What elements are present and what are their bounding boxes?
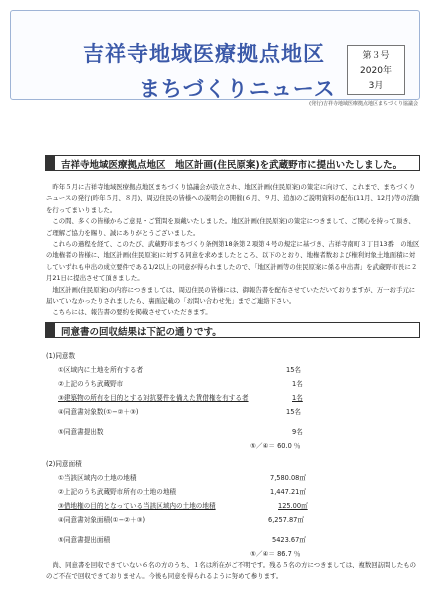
section1-heading-bar: [46, 155, 420, 171]
area-row-value: 125.00㎡: [278, 502, 308, 510]
publisher-line: (発行)吉祥寺地域医療拠点地区まちづくり協議会: [309, 101, 418, 107]
results-table: [46, 350, 420, 590]
count-row-label: ④同意書対象数(①−②＋③): [58, 408, 139, 416]
area-row-label: ③借地権の目的となっている当該区域内の土地の地積: [58, 502, 216, 510]
count-row-value: 1名: [292, 394, 303, 402]
section2-heading-marker: [45, 322, 55, 338]
area-row-value: 7,580.08㎡: [270, 474, 306, 482]
area-row-value: 6,257.87㎡: [268, 516, 304, 524]
area-row-value: 5423.67㎡: [272, 536, 306, 544]
newsletter-header: [10, 10, 420, 100]
area-row-label: ②上記のうち武蔵野市所有の土地の地積: [58, 488, 177, 496]
section2-heading-bar: [46, 322, 420, 338]
issue-number: 第３号: [362, 51, 390, 61]
area-ratio: ⑤／④＝ 86.7 ％: [250, 550, 301, 558]
closing-paragraph: 尚、同意書を回収できていない６名の方のうち、１名は所在がご不明です。残る５名の方につきましては、複数回訪問したもののご不在で回収できておりません。今後も同意を得られるように努めて参ります。: [46, 561, 417, 581]
closing-note: [46, 560, 420, 583]
section1-body: [46, 182, 420, 319]
section1-paragraph: この間、多くの皆様からご意見・ご質問を頂戴いたしました。地区計画(住民原案)の策定につきまして、ご関心を持って頂き、ご理解ご協力を賜り、誠にありがとうございました。: [46, 217, 415, 237]
section1-heading-marker: [45, 155, 55, 171]
area-row-label: ①当該区域内の土地の地積: [58, 474, 137, 482]
count-row-value: 15名: [286, 366, 301, 374]
issue-year: 2020年: [360, 66, 392, 76]
area-row-label: ⑤同意書提出面積: [58, 536, 111, 544]
area-row-label: ④同意書対象面積(①−②＋③): [58, 516, 146, 524]
count-row-value: 15名: [286, 408, 301, 416]
count-row-label: ③建築物の所有を目的とする対抗要件を備えた賃借権を有する者: [58, 394, 249, 402]
newsletter-title-line1: 吉祥寺地域医療拠点地区: [83, 42, 325, 66]
area-heading: (2)同意面積: [46, 460, 82, 468]
newsletter-title-line2: まちづくりニュース: [139, 77, 336, 101]
section1-paragraph: 地区計画(住民原案)の内容につきましては、周辺住民の皆様には、御報告書を配布させていただいておりますが、万一お手元に届いていなかったりされましたら、裏面記載の「お問い合わせ先」までご連絡下さい。: [46, 285, 416, 306]
section2-heading: 同意書の回収結果は下記の通りです。: [61, 327, 222, 338]
count-row-label: ②上記のうち武蔵野市: [58, 380, 124, 388]
issue-box: [347, 45, 405, 95]
count-row-label: ⑤同意書提出数: [58, 428, 104, 436]
count-row-label: ①区域内に土地を所有する者: [58, 366, 144, 374]
count-row-value: 9名: [292, 428, 303, 436]
count-row-value: 1名: [292, 380, 303, 388]
issue-month: 3月: [368, 81, 384, 91]
section1-paragraph: これらの過程を経て、このたび、武蔵野市まちづくり条例第18条第２項第４号の規定に基づき、吉祥寺南町３丁目13番 の地区の地権者の皆様に、地区計画(住民原案)に対する同意を求めましたところ、以下のとおり、地権者数および権利対象土地面積に対していずれも申出の成立要件である1/2以上の同意が得られましたので、「地区計画等の住民原案に係る申出書」を武蔵野市長に２月21日に提出させて頂きました。: [46, 240, 420, 283]
count-ratio: ⑤／④＝ 60.0 ％: [250, 442, 301, 450]
section1-heading: 吉祥寺地域医療拠点地区 地区計画(住民原案)を武蔵野市に提出いたしました。: [61, 160, 403, 171]
area-row-value: 1,447.21㎡: [270, 488, 306, 496]
section1-paragraph: こちらには、報告書の要約を掲載させていただきます。: [52, 308, 212, 317]
count-heading: (1)同意数: [46, 352, 76, 360]
section1-paragraph: 昨年５月に吉祥寺地域医療拠点地区まちづくり協議会が設立され、地区計画(住民原案)の策定に向けて、これまで、まちづくりニュースの発行(昨年５月、８月)、周辺住民の皆様への説明会の開催(６月、９月、追加のご説明資料の配布(11月、12月)等の活動を行ってまいりました。: [46, 183, 420, 214]
